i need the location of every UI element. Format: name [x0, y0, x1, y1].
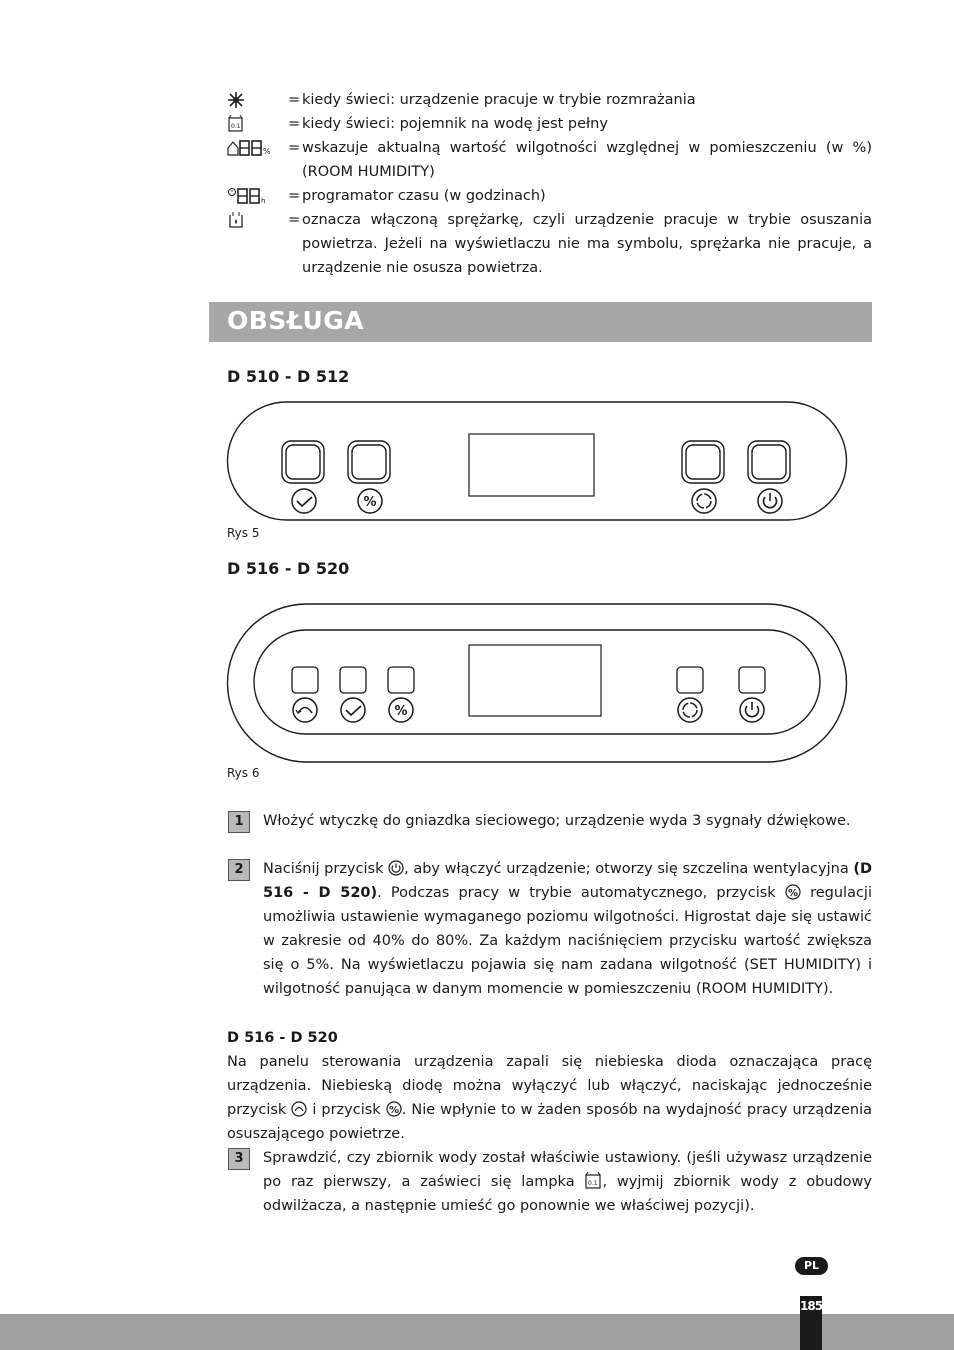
step-2-text-part: , aby włączyć urządzenie; otworzy się szczelina wentylacyjna — [404, 861, 854, 877]
legend-text: kiedy świeci: urządzenie pracuje w trybie rozmrażania — [302, 92, 696, 108]
step-3-text-part: Sprawdzić, czy zbiornik wody został właściwie ustawiony. (jeśli używasz urządzenie po raz pierwszy, a zaświeci się lampka — [263, 1150, 872, 1190]
legend-text: oznacza włączoną sprężarkę, czyli urządzenie pracuje w trybie osuszania powietrza. Jeżeli na wyświetlaczu nie ma symbolu, sprężarka nie pracuje, a urządzenie nie osusza powietrza. — [302, 212, 872, 276]
panel-button-4[interactable] — [748, 441, 790, 483]
page-number: 185 — [800, 1299, 823, 1313]
legend-text: programator czasu (w godzinach) — [302, 188, 546, 204]
power-icon — [388, 860, 404, 876]
humidity-percent-icon — [358, 489, 382, 513]
svg-text:%: % — [263, 147, 271, 156]
mode-cycle-icon — [678, 698, 702, 722]
section-header-bar — [209, 302, 872, 342]
step-3-number: 3 — [228, 1148, 250, 1170]
step-1-text: Włożyć wtyczkę do gniazdka sieciowego; urządzenie wyda 3 sygnały dźwiękowe. — [263, 813, 851, 829]
figure-6-model-label: D 516 - D 520 — [227, 559, 350, 578]
legend-equals: = — [288, 188, 301, 204]
step-3-text — [263, 1146, 872, 1218]
legend-text: kiedy świeci: pojemnik na wodę jest pełny — [302, 116, 608, 132]
section-title: OBSŁUGA — [227, 306, 365, 335]
power-icon — [740, 698, 764, 722]
panel-button-1[interactable] — [282, 441, 324, 483]
svg-text:%: % — [394, 704, 408, 719]
legend-text: wskazuje aktualną wartość wilgotności względnej w pomieszczeniu (w %) (ROOM HUMIDITY) — [302, 140, 872, 180]
panel-display — [469, 434, 594, 496]
check-icon — [292, 489, 316, 513]
panel-button-2[interactable] — [348, 441, 390, 483]
legend-row-compressor — [227, 208, 872, 280]
step-2-text-bold: (D 516 - D 520) — [263, 861, 872, 901]
note-text — [227, 1050, 872, 1146]
note-text-part: . Nie wpłynie to w żaden sposób na wydajność pracy urządzenia osuszającego powietrze. — [227, 1102, 872, 1142]
humidity-percent-icon — [386, 1101, 402, 1117]
figure-5-caption: Rys 5 — [227, 526, 260, 540]
legend-row-room-humidity — [227, 136, 872, 184]
timer-display-icon — [227, 187, 277, 205]
control-panel-d510 — [226, 400, 848, 524]
room-humidity-display-icon — [227, 139, 277, 157]
humidity-percent-icon — [785, 884, 801, 900]
svg-text:%: % — [388, 1105, 399, 1116]
defrost-icon — [227, 91, 277, 109]
figure-6-caption: Rys 6 — [227, 766, 260, 780]
legend-equals: = — [288, 212, 301, 228]
panel-button-4[interactable] — [677, 667, 703, 693]
note-text-part: Na panelu sterowania urządzenia zapali się niebieska dioda oznaczająca pracę urządzenia. Niebieską diodę można wyłączyć lub włączyć, naciskając jednocześnie przycisk — [227, 1054, 872, 1118]
step-2-text-part: . Podczas pracy w trybie automatycznego, przycisk — [377, 885, 785, 901]
panel-button-2[interactable] — [340, 667, 366, 693]
tank-full-icon — [584, 1171, 602, 1189]
svg-text:0.1: 0.1 — [588, 1180, 598, 1187]
swing-icon — [293, 698, 317, 722]
mode-cycle-icon — [692, 489, 716, 513]
humidity-percent-icon — [389, 698, 413, 722]
step-2-text-part: Naciśnij przycisk — [263, 861, 389, 877]
step-2-text-part: regulacji umożliwia ustawienie wymaganego poziomu wilgotności. Higrostat daje się ustawić w zakresie od 40% do 80%. Za każdym naciśnięciem przycisku wartość zwiększa się o 5%. Na wyświetlaczu pojawia się nam zadana wilgotność (SET HUMIDITY) i wilgotność panująca w danym momencie w pomieszczeniu (ROOM HUMIDITY). — [263, 885, 872, 997]
svg-text:%: % — [363, 495, 377, 510]
language-badge: PL — [795, 1257, 828, 1275]
svg-text:h: h — [261, 197, 266, 205]
legend-equals: = — [288, 116, 301, 132]
svg-text:0.1: 0.1 — [231, 123, 241, 130]
check-icon — [341, 698, 365, 722]
step-3-text-part: , wyjmij zbiornik wody z obudowy odwilżacza, a następnie umieść go ponownie we właściwej pozycji). — [263, 1174, 872, 1214]
panel-button-1[interactable] — [292, 667, 318, 693]
legend-equals: = — [288, 140, 301, 156]
panel-button-5[interactable] — [739, 667, 765, 693]
svg-text:%: % — [787, 888, 798, 899]
panel-button-3[interactable] — [388, 667, 414, 693]
figure-5-model-label: D 510 - D 512 — [227, 367, 350, 386]
step-2-text — [263, 857, 872, 1001]
step-1-number: 1 — [228, 811, 250, 833]
panel-button-3[interactable] — [682, 441, 724, 483]
note-text-part: i przycisk — [307, 1102, 386, 1118]
control-panel-d516 — [226, 602, 848, 764]
legend-equals: = — [288, 92, 301, 108]
step-2-number: 2 — [228, 859, 250, 881]
tank-full-icon — [227, 115, 277, 133]
page-number-box — [800, 1296, 822, 1350]
compressor-icon — [227, 211, 277, 229]
swing-icon — [291, 1101, 307, 1117]
power-icon — [758, 489, 782, 513]
note-heading: D 516 - D 520 — [227, 1030, 338, 1046]
panel-display — [469, 645, 601, 716]
